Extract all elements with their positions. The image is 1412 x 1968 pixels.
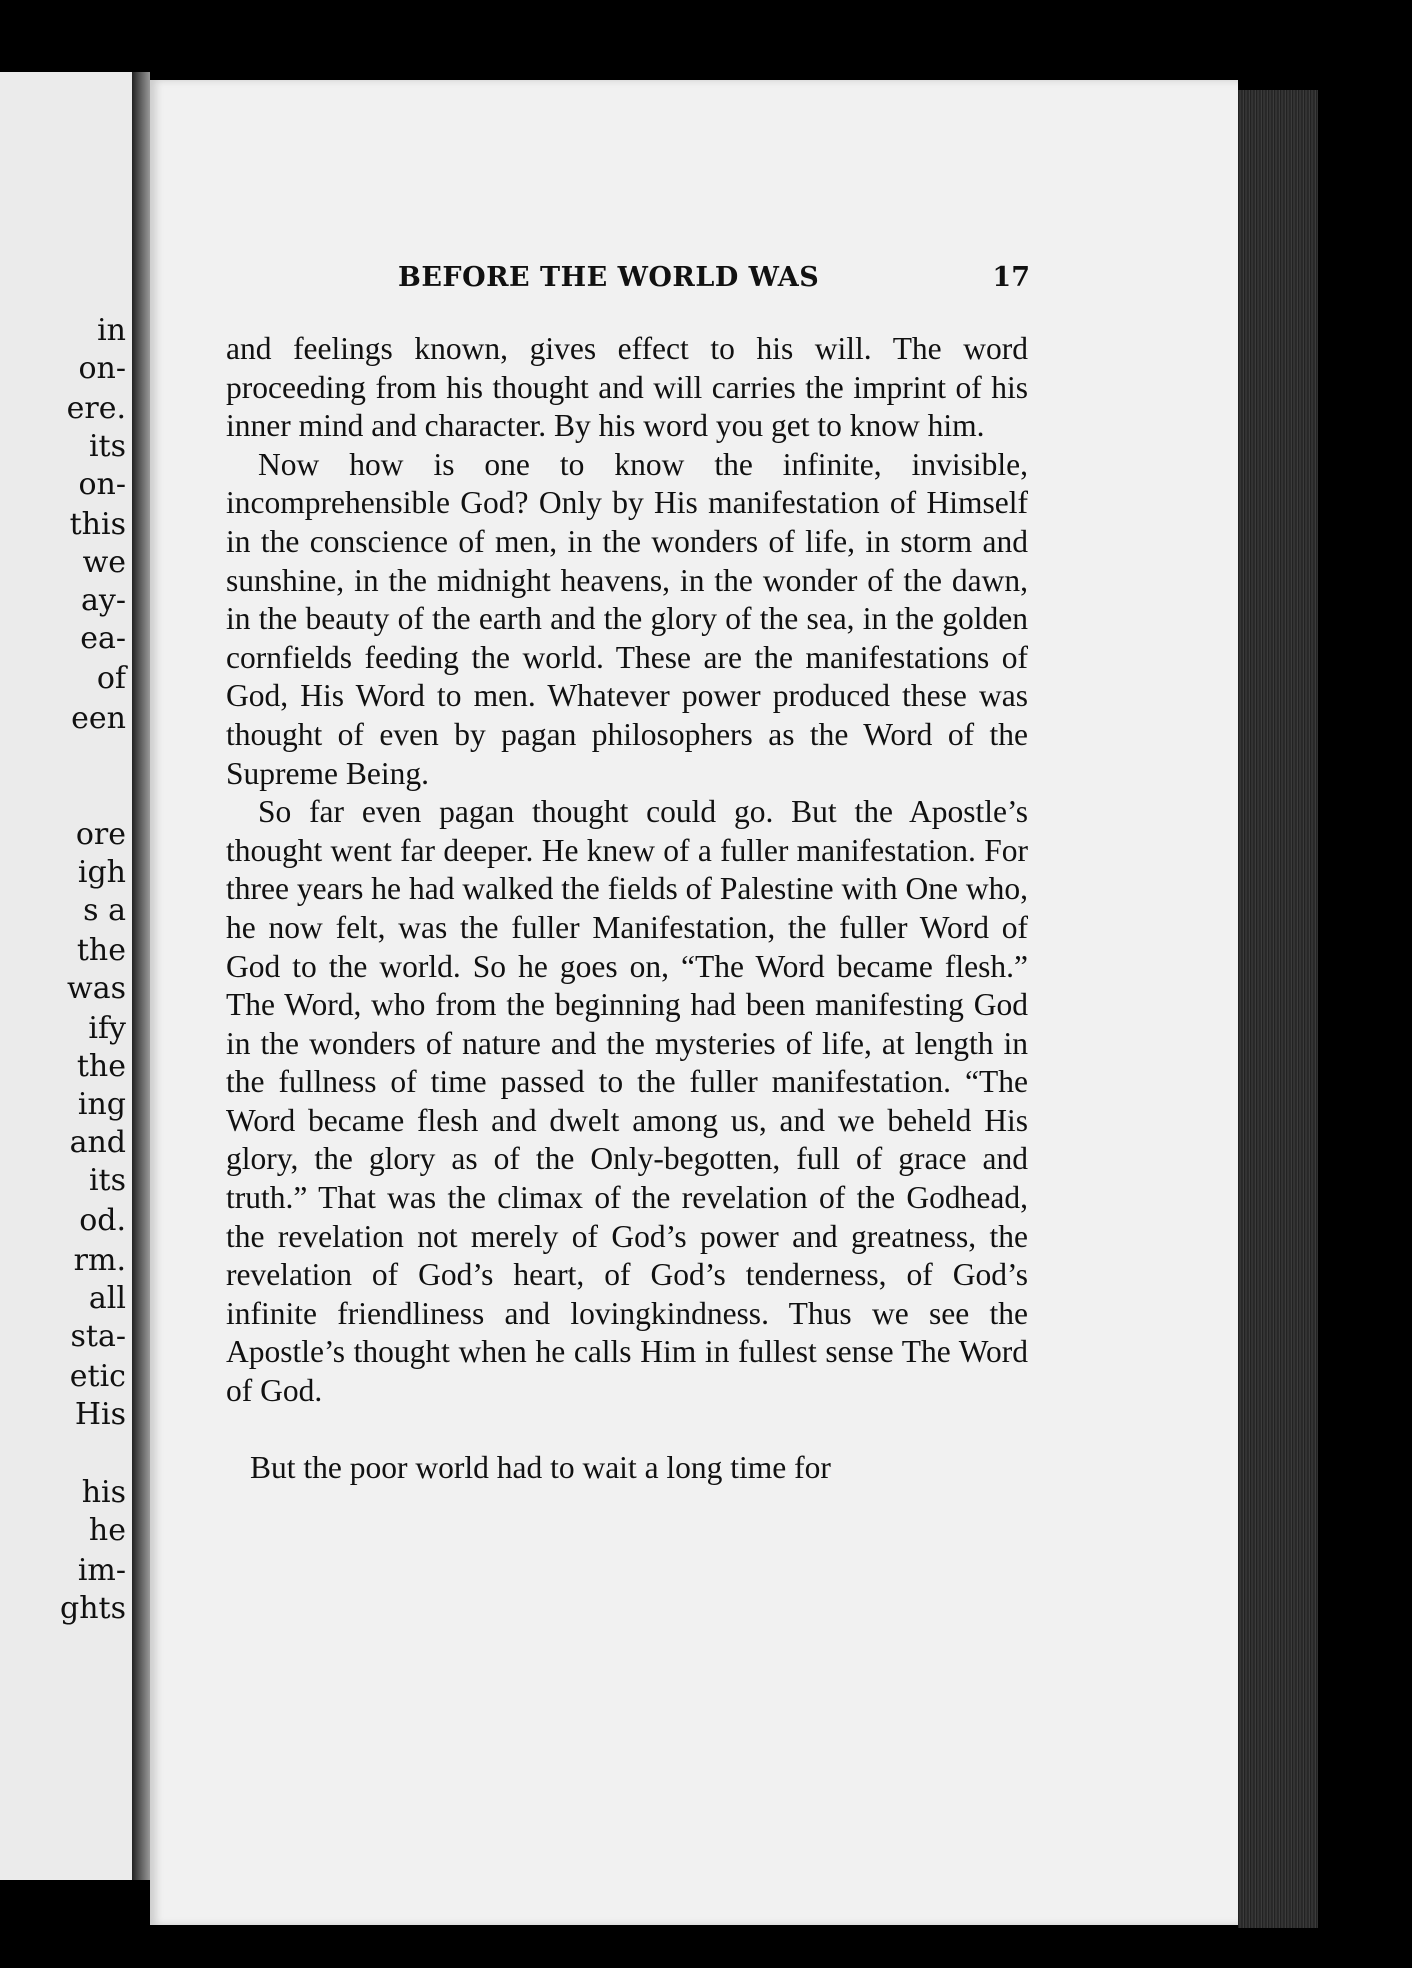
previous-page-line-end: ea- (80, 621, 126, 656)
book-gutter (132, 72, 150, 1880)
previous-page-line-end: ghts (60, 1591, 126, 1626)
previous-page-line-end: on- (78, 351, 126, 386)
running-head-title: BEFORE THE WORLD WAS (398, 262, 820, 293)
paragraph: But the poor world had to wait a long time for (250, 1449, 831, 1485)
paragraph: and feelings known, gives effect to his will. The word proceeding from his thought and will carries the imprint of his inner mind and character. By his word you get to know him. (226, 331, 1028, 444)
previous-page-line-end: ay- (81, 583, 126, 618)
previous-page-line-end: ore (75, 817, 126, 852)
previous-page-line-end: the (76, 933, 126, 968)
previous-page-line-end: was (67, 971, 126, 1006)
previous-page-line-end: ere. (66, 391, 126, 426)
previous-page-line-end: the (76, 1049, 126, 1084)
previous-page-line-end: its (88, 429, 126, 464)
previous-page-line-end: His (74, 1397, 126, 1432)
previous-page-line-end: igh (77, 855, 126, 890)
previous-page-line-end: etic (69, 1359, 126, 1394)
previous-page-line-end: his (81, 1475, 126, 1510)
previous-page-line-end: this (69, 507, 126, 542)
previous-page-line-end: all (88, 1281, 126, 1316)
previous-page-line-end: he (88, 1513, 126, 1548)
body-text (226, 330, 1028, 1487)
page-number: 17 (992, 262, 1030, 293)
previous-page-line-end: on- (78, 467, 126, 502)
previous-page-fragment (0, 72, 135, 1880)
previous-page-line-end: een (71, 701, 126, 736)
paragraph: So far even pagan thought could go. But the Apostle’s thought went far deeper. He knew of a fuller manifestation. For three years he had walked the fields of Palestine with One who, he now felt, was the fuller Manifestation, the fuller Word of God to the world. So he goes on, “The Word became flesh.” The Word, who from the beginning had been manifesting God in the wonders of nature and the mysteries of life, at length in the fullness of time passed to the fuller manifestation. “The Word became flesh and dwelt among us, and we beheld His glory, the glory as of the Only-begotten, full of grace and truth.” That was the climax of the revelation of the Godhead, the revelation not merely of God’s power and greatness, the revelation of God’s heart, of God’s tenderness, of God’s infinite friendliness and lovingkindness. Thus we see the Apostle’s thought when he calls Him in fullest sense The Word of God. (226, 794, 1028, 1409)
previous-page-line-end: ing (77, 1087, 126, 1122)
previous-page-line-end: ify (88, 1011, 126, 1046)
previous-page-line-end: we (82, 545, 126, 580)
previous-page-line-end: of (96, 661, 126, 696)
previous-page-line-end: in (97, 313, 126, 348)
previous-page-line-end: s a (83, 893, 126, 928)
previous-page-line-end: od. (79, 1203, 126, 1238)
previous-page-line-end: and (69, 1125, 126, 1160)
previous-page-line-end: its (88, 1163, 126, 1198)
previous-page-line-end: rm. (73, 1243, 126, 1278)
previous-page-line-end: im- (77, 1553, 126, 1588)
paragraph: Now how is one to know the infinite, invisible, incomprehensible God? Only by His manifestation of Himself in the conscience of men, in the wonders of life, in storm and sunshine, in the midnight heavens, in the wonder of the dawn, in the beauty of the earth and the glory of the sea, in the golden cornfields feeding the world. These are the manifestations of God, His Word to men. Whatever power produced these was thought of even by pagan philosophers as the Word of the Supreme Being. (226, 446, 1028, 791)
book-page-edges (1238, 90, 1318, 1928)
previous-page-line-end: sta- (70, 1319, 126, 1354)
running-head (398, 262, 1030, 302)
